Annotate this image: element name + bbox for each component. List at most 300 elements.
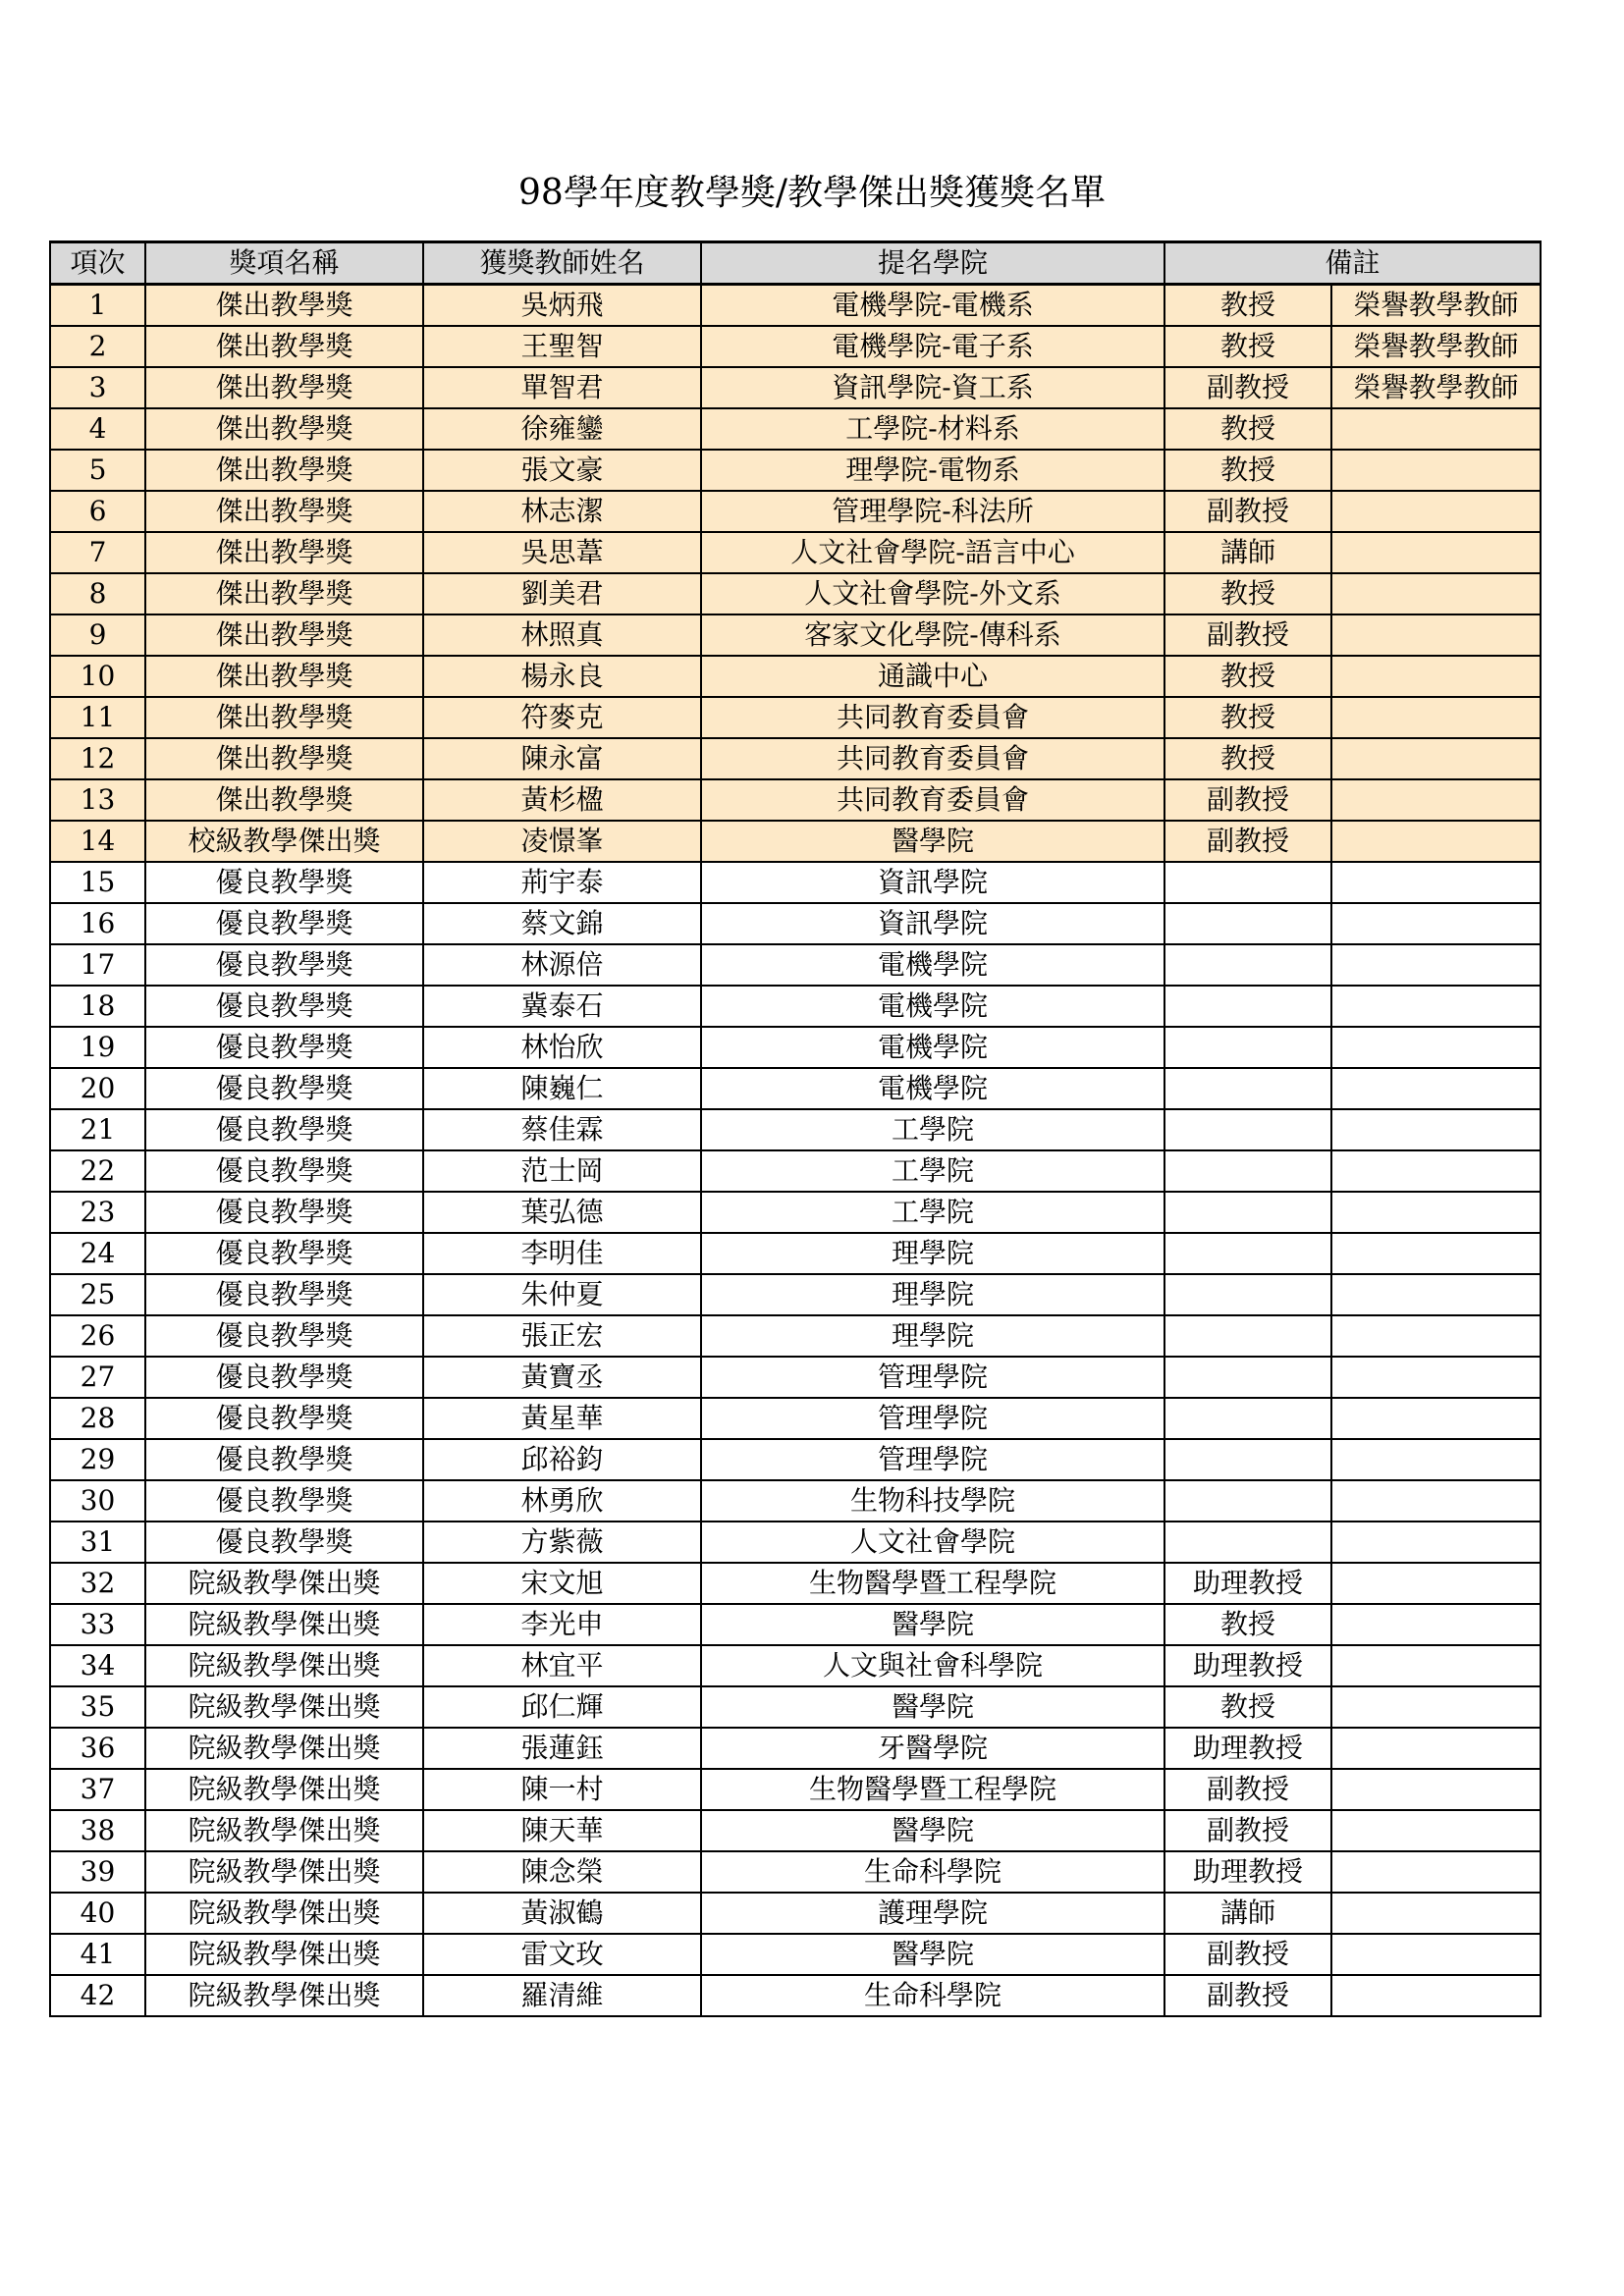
cell-title: 副教授 [1164,491,1331,532]
table-row [50,738,1541,779]
cell-note [1331,491,1541,532]
cell-title [1164,1480,1331,1522]
cell-title [1164,1192,1331,1233]
cell-teacher: 羅清維 [423,1975,701,2016]
cell-college: 理學院-電物系 [701,450,1164,491]
cell-teacher: 黃寶丞 [423,1357,701,1398]
cell-title: 教授 [1164,1604,1331,1645]
cell-title: 教授 [1164,656,1331,697]
cell-college: 電機學院-電機系 [701,285,1164,327]
table-row [50,285,1541,327]
table-row [50,1686,1541,1728]
cell-college: 電機學院 [701,1068,1164,1109]
cell-award: 傑出教學獎 [145,779,423,821]
cell-award: 優良教學獎 [145,1109,423,1150]
cell-college: 生物醫學暨工程學院 [701,1769,1164,1810]
cell-college: 電機學院 [701,1027,1164,1068]
cell-teacher: 陳巍仁 [423,1068,701,1109]
cell-teacher: 符麥克 [423,697,701,738]
cell-teacher: 荊宇泰 [423,862,701,903]
cell-college: 護理學院 [701,1893,1164,1934]
cell-note [1331,1686,1541,1728]
cell-title: 副教授 [1164,1934,1331,1975]
cell-college: 管理學院 [701,1439,1164,1480]
cell-note [1331,1315,1541,1357]
cell-title: 副教授 [1164,779,1331,821]
table-row [50,326,1541,367]
cell-title: 講師 [1164,1893,1331,1934]
cell-note [1331,986,1541,1027]
cell-college: 工學院-材料系 [701,408,1164,450]
cell-teacher: 陳永富 [423,738,701,779]
cell-title [1164,862,1331,903]
cell-teacher: 黃星華 [423,1398,701,1439]
cell-award: 院級教學傑出獎 [145,1686,423,1728]
header-award: 獎項名稱 [145,242,423,285]
cell-index: 36 [50,1728,145,1769]
cell-index: 27 [50,1357,145,1398]
cell-award: 優良教學獎 [145,1357,423,1398]
cell-note [1331,903,1541,944]
cell-teacher: 張文豪 [423,450,701,491]
cell-award: 傑出教學獎 [145,532,423,573]
cell-title [1164,1357,1331,1398]
cell-college: 生物醫學暨工程學院 [701,1563,1164,1604]
header-teacher: 獲獎教師姓名 [423,242,701,285]
cell-title: 副教授 [1164,821,1331,862]
cell-teacher: 林照真 [423,614,701,656]
cell-teacher: 黃杉楹 [423,779,701,821]
cell-index: 17 [50,944,145,986]
cell-college: 醫學院 [701,1810,1164,1851]
cell-college: 理學院 [701,1233,1164,1274]
cell-award: 院級教學傑出獎 [145,1769,423,1810]
cell-note [1331,1934,1541,1975]
cell-index: 35 [50,1686,145,1728]
cell-award: 院級教學傑出獎 [145,1563,423,1604]
table-row [50,573,1541,614]
cell-college: 工學院 [701,1150,1164,1192]
cell-index: 39 [50,1851,145,1893]
cell-college: 人文社會學院-外文系 [701,573,1164,614]
cell-teacher: 蔡文錦 [423,903,701,944]
cell-note [1331,821,1541,862]
cell-award: 優良教學獎 [145,1192,423,1233]
header-row [50,242,1541,285]
cell-note: 榮譽教學教師 [1331,367,1541,408]
cell-index: 24 [50,1233,145,1274]
cell-title: 講師 [1164,532,1331,573]
cell-college: 人文社會學院-語言中心 [701,532,1164,573]
cell-note [1331,614,1541,656]
cell-award: 院級教學傑出獎 [145,1810,423,1851]
cell-title [1164,1439,1331,1480]
cell-award: 優良教學獎 [145,944,423,986]
cell-teacher: 張蓮鈺 [423,1728,701,1769]
table-row [50,1728,1541,1769]
cell-award: 傑出教學獎 [145,573,423,614]
cell-note [1331,697,1541,738]
cell-index: 29 [50,1439,145,1480]
cell-title [1164,1068,1331,1109]
table-row [50,1398,1541,1439]
table-row [50,1851,1541,1893]
cell-index: 21 [50,1109,145,1150]
cell-index: 38 [50,1810,145,1851]
cell-award: 傑出教學獎 [145,367,423,408]
cell-college: 醫學院 [701,1604,1164,1645]
cell-teacher: 林宜平 [423,1645,701,1686]
cell-index: 7 [50,532,145,573]
cell-award: 優良教學獎 [145,862,423,903]
cell-award: 優良教學獎 [145,1522,423,1563]
cell-college: 理學院 [701,1274,1164,1315]
table-row [50,1439,1541,1480]
cell-title: 助理教授 [1164,1563,1331,1604]
cell-college: 客家文化學院-傳科系 [701,614,1164,656]
cell-teacher: 李明佳 [423,1233,701,1274]
cell-award: 優良教學獎 [145,1315,423,1357]
cell-index: 30 [50,1480,145,1522]
table-row [50,1233,1541,1274]
cell-title: 教授 [1164,738,1331,779]
cell-teacher: 王聖智 [423,326,701,367]
cell-note: 榮譽教學教師 [1331,285,1541,327]
cell-award: 優良教學獎 [145,903,423,944]
table-row [50,408,1541,450]
cell-college: 資訊學院 [701,903,1164,944]
cell-title [1164,1274,1331,1315]
table-row [50,1604,1541,1645]
cell-index: 34 [50,1645,145,1686]
cell-index: 23 [50,1192,145,1233]
cell-note [1331,1192,1541,1233]
cell-teacher: 邱仁輝 [423,1686,701,1728]
cell-note [1331,573,1541,614]
cell-college: 共同教育委員會 [701,779,1164,821]
cell-award: 校級教學傑出獎 [145,821,423,862]
cell-note [1331,1357,1541,1398]
table-body [50,285,1541,2017]
cell-index: 8 [50,573,145,614]
cell-title: 副教授 [1164,1810,1331,1851]
cell-teacher: 陳念榮 [423,1851,701,1893]
cell-award: 優良教學獎 [145,1150,423,1192]
cell-title: 教授 [1164,450,1331,491]
table-row [50,697,1541,738]
cell-college: 生命科學院 [701,1975,1164,2016]
cell-note [1331,1233,1541,1274]
cell-index: 2 [50,326,145,367]
cell-note [1331,1109,1541,1150]
cell-teacher: 林志潔 [423,491,701,532]
cell-note [1331,1398,1541,1439]
cell-index: 26 [50,1315,145,1357]
cell-teacher: 范士岡 [423,1150,701,1192]
cell-index: 41 [50,1934,145,1975]
cell-college: 通識中心 [701,656,1164,697]
cell-award: 傑出教學獎 [145,656,423,697]
cell-award: 院級教學傑出獎 [145,1645,423,1686]
table-row [50,903,1541,944]
header-remarks: 備註 [1164,242,1541,285]
cell-college: 管理學院-科法所 [701,491,1164,532]
cell-note [1331,1728,1541,1769]
cell-index: 5 [50,450,145,491]
cell-title: 副教授 [1164,367,1331,408]
table-row [50,1192,1541,1233]
cell-award: 傑出教學獎 [145,738,423,779]
cell-index: 31 [50,1522,145,1563]
cell-award: 優良教學獎 [145,1480,423,1522]
cell-note [1331,450,1541,491]
cell-title [1164,1233,1331,1274]
cell-title: 教授 [1164,573,1331,614]
cell-note [1331,1604,1541,1645]
cell-title: 助理教授 [1164,1851,1331,1893]
cell-college: 共同教育委員會 [701,738,1164,779]
cell-teacher: 單智君 [423,367,701,408]
table-row [50,450,1541,491]
table-row [50,367,1541,408]
cell-note [1331,944,1541,986]
cell-note [1331,1893,1541,1934]
cell-index: 1 [50,285,145,327]
cell-note [1331,1150,1541,1192]
cell-index: 33 [50,1604,145,1645]
cell-teacher: 林怡欣 [423,1027,701,1068]
table-row [50,1357,1541,1398]
cell-note [1331,738,1541,779]
cell-note [1331,862,1541,903]
cell-college: 理學院 [701,1315,1164,1357]
table-row [50,1934,1541,1975]
cell-note [1331,1810,1541,1851]
cell-title: 教授 [1164,285,1331,327]
cell-college: 醫學院 [701,1934,1164,1975]
table-row [50,862,1541,903]
header-index: 項次 [50,242,145,285]
table-row [50,1315,1541,1357]
cell-note [1331,779,1541,821]
table-row [50,656,1541,697]
table-row [50,1068,1541,1109]
cell-note [1331,1975,1541,2016]
cell-title [1164,1109,1331,1150]
cell-award: 傑出教學獎 [145,697,423,738]
cell-note: 榮譽教學教師 [1331,326,1541,367]
cell-award: 傑出教學獎 [145,614,423,656]
cell-index: 3 [50,367,145,408]
cell-teacher: 宋文旭 [423,1563,701,1604]
cell-index: 14 [50,821,145,862]
cell-index: 6 [50,491,145,532]
cell-index: 25 [50,1274,145,1315]
cell-teacher: 徐雍鑾 [423,408,701,450]
table-row [50,1027,1541,1068]
cell-note [1331,1274,1541,1315]
cell-title [1164,944,1331,986]
cell-college: 電機學院 [701,944,1164,986]
cell-college: 生物科技學院 [701,1480,1164,1522]
cell-award: 院級教學傑出獎 [145,1893,423,1934]
cell-teacher: 李光申 [423,1604,701,1645]
table-row [50,1563,1541,1604]
cell-note [1331,1480,1541,1522]
cell-note [1331,1522,1541,1563]
cell-award: 院級教學傑出獎 [145,1934,423,1975]
table-header [50,242,1541,285]
cell-teacher: 黃淑鶴 [423,1893,701,1934]
table-row [50,532,1541,573]
cell-index: 20 [50,1068,145,1109]
cell-award: 優良教學獎 [145,986,423,1027]
cell-teacher: 邱裕鈞 [423,1439,701,1480]
cell-teacher: 凌憬峯 [423,821,701,862]
cell-title [1164,1027,1331,1068]
cell-award: 優良教學獎 [145,1274,423,1315]
cell-index: 40 [50,1893,145,1934]
cell-college: 工學院 [701,1109,1164,1150]
cell-award: 優良教學獎 [145,1439,423,1480]
table-row [50,1645,1541,1686]
cell-title [1164,1522,1331,1563]
cell-title: 教授 [1164,408,1331,450]
table-row [50,1893,1541,1934]
cell-college: 工學院 [701,1192,1164,1233]
table-row [50,1150,1541,1192]
cell-award: 傑出教學獎 [145,491,423,532]
cell-teacher: 陳一村 [423,1769,701,1810]
cell-teacher: 方紫薇 [423,1522,701,1563]
awards-table [49,240,1542,2017]
cell-note [1331,1027,1541,1068]
table-row [50,1810,1541,1851]
cell-title [1164,903,1331,944]
cell-note [1331,1439,1541,1480]
cell-teacher: 葉弘德 [423,1192,701,1233]
cell-index: 12 [50,738,145,779]
header-college: 提名學院 [701,242,1164,285]
cell-index: 19 [50,1027,145,1068]
cell-index: 37 [50,1769,145,1810]
table-row [50,821,1541,862]
page-title: 98學年度教學獎/教學傑出獎獲獎名單 [518,173,1106,213]
cell-college: 電機學院-電子系 [701,326,1164,367]
cell-title: 副教授 [1164,1769,1331,1810]
table-row [50,779,1541,821]
cell-index: 42 [50,1975,145,2016]
table-row [50,1274,1541,1315]
cell-award: 傑出教學獎 [145,408,423,450]
cell-award: 優良教學獎 [145,1233,423,1274]
cell-note [1331,1563,1541,1604]
cell-award: 優良教學獎 [145,1027,423,1068]
cell-index: 10 [50,656,145,697]
cell-teacher: 楊永良 [423,656,701,697]
cell-note [1331,656,1541,697]
cell-award: 院級教學傑出獎 [145,1851,423,1893]
cell-college: 共同教育委員會 [701,697,1164,738]
table-row [50,1522,1541,1563]
table-row [50,1769,1541,1810]
cell-teacher: 蔡佳霖 [423,1109,701,1150]
cell-note [1331,532,1541,573]
cell-index: 32 [50,1563,145,1604]
cell-award: 優良教學獎 [145,1068,423,1109]
cell-teacher: 林勇欣 [423,1480,701,1522]
cell-college: 醫學院 [701,821,1164,862]
cell-teacher: 陳天華 [423,1810,701,1851]
cell-title [1164,1315,1331,1357]
cell-teacher: 林源倍 [423,944,701,986]
cell-award: 優良教學獎 [145,1398,423,1439]
cell-teacher: 劉美君 [423,573,701,614]
cell-title: 副教授 [1164,1975,1331,2016]
cell-title: 教授 [1164,697,1331,738]
cell-note [1331,408,1541,450]
cell-note [1331,1851,1541,1893]
table-row [50,614,1541,656]
cell-note [1331,1068,1541,1109]
cell-teacher: 張正宏 [423,1315,701,1357]
table-row [50,1109,1541,1150]
cell-title [1164,1398,1331,1439]
cell-title [1164,986,1331,1027]
cell-index: 18 [50,986,145,1027]
cell-index: 11 [50,697,145,738]
cell-index: 13 [50,779,145,821]
cell-award: 院級教學傑出獎 [145,1604,423,1645]
table-row [50,1480,1541,1522]
cell-college: 管理學院 [701,1398,1164,1439]
cell-index: 16 [50,903,145,944]
cell-index: 28 [50,1398,145,1439]
cell-college: 牙醫學院 [701,1728,1164,1769]
cell-title: 教授 [1164,1686,1331,1728]
cell-award: 院級教學傑出獎 [145,1728,423,1769]
cell-college: 資訊學院 [701,862,1164,903]
cell-title: 助理教授 [1164,1645,1331,1686]
cell-teacher: 吳炳飛 [423,285,701,327]
cell-title: 助理教授 [1164,1728,1331,1769]
table-row [50,986,1541,1027]
cell-teacher: 冀泰石 [423,986,701,1027]
cell-title: 副教授 [1164,614,1331,656]
cell-award: 傑出教學獎 [145,326,423,367]
cell-award: 傑出教學獎 [145,285,423,327]
cell-index: 15 [50,862,145,903]
cell-index: 9 [50,614,145,656]
cell-award: 院級教學傑出獎 [145,1975,423,2016]
cell-index: 4 [50,408,145,450]
cell-award: 傑出教學獎 [145,450,423,491]
cell-college: 人文與社會科學院 [701,1645,1164,1686]
cell-note [1331,1645,1541,1686]
cell-college: 醫學院 [701,1686,1164,1728]
table-row [50,944,1541,986]
cell-teacher: 朱仲夏 [423,1274,701,1315]
cell-title: 教授 [1164,326,1331,367]
cell-college: 生命科學院 [701,1851,1164,1893]
cell-index: 22 [50,1150,145,1192]
cell-college: 管理學院 [701,1357,1164,1398]
table-row [50,491,1541,532]
cell-teacher: 雷文玫 [423,1934,701,1975]
table-row [50,1975,1541,2016]
cell-college: 人文社會學院 [701,1522,1164,1563]
cell-college: 電機學院 [701,986,1164,1027]
